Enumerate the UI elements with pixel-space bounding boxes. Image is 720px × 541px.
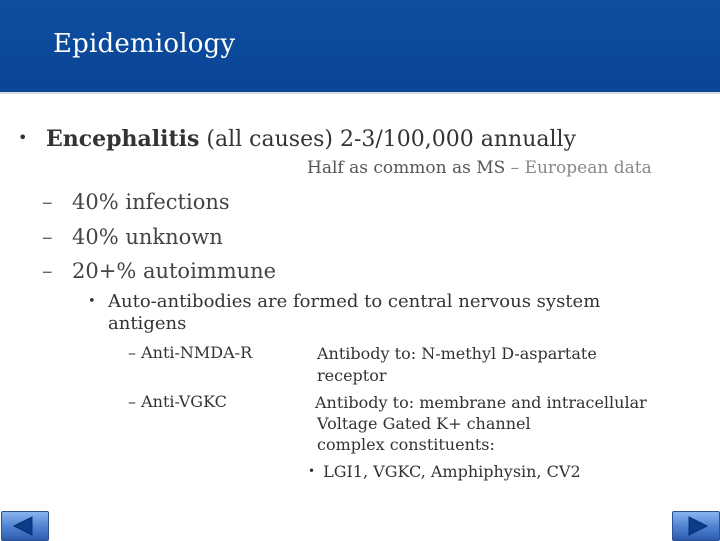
triangle-left-icon (2, 512, 48, 540)
next-slide-button[interactable] (672, 511, 720, 541)
note-text (307, 158, 652, 178)
triangle-right-icon (673, 512, 719, 540)
anti-nmda-r-desc-line1: Antibody to: N-methyl D-aspartate (317, 344, 597, 363)
previous-slide-button[interactable] (1, 511, 49, 541)
sub-bullet-autoimmune (42, 259, 276, 283)
bullet-dot-icon: • (88, 294, 96, 309)
anti-vgkc-desc-line1: Antibody to: membrane and intracellular (315, 393, 647, 412)
main-bullet-text: (all causes) 2-3/100,000 annually (199, 127, 577, 152)
sub-bullet-label: 40% infections (72, 190, 230, 214)
sub-bullet-label: 40% unknown (72, 225, 223, 249)
sub-bullet-infections (42, 190, 230, 214)
main-bullet (18, 126, 576, 152)
note-main: Half as common as MS (307, 158, 506, 178)
dash-marker: – (42, 225, 53, 249)
anti-nmda-r-label: – Anti-NMDA-R (128, 343, 253, 362)
note-suffix: – European data (505, 158, 652, 178)
slide-title: Epidemiology (53, 29, 236, 59)
anti-vgkc-desc-line2: Voltage Gated K+ channel (317, 414, 531, 433)
auto-antibodies-text: Auto-antibodies are formed to central nervous system antigens (108, 291, 601, 334)
anti-vgkc-label: – Anti-VGKC (128, 392, 227, 411)
sub-bullet-label: 20+% autoimmune (72, 259, 277, 283)
bullet-dot-icon: • (18, 128, 28, 147)
anti-nmda-r-desc-line2: receptor (317, 366, 387, 385)
vgkc-constituents-bullet (308, 462, 581, 481)
auto-antibodies-bullet (88, 291, 688, 335)
dash-marker: – (42, 190, 53, 214)
anti-vgkc-desc-line3: complex constituents: (317, 435, 495, 454)
vgkc-constituents-text: LGI1, VGKC, Amphiphysin, CV2 (323, 462, 581, 481)
sub-bullet-unknown (42, 225, 223, 249)
title-divider (0, 92, 720, 94)
main-bullet-bold: Encephalitis (46, 126, 200, 152)
bullet-dot-icon: • (308, 464, 316, 478)
dash-marker: – (42, 259, 53, 283)
